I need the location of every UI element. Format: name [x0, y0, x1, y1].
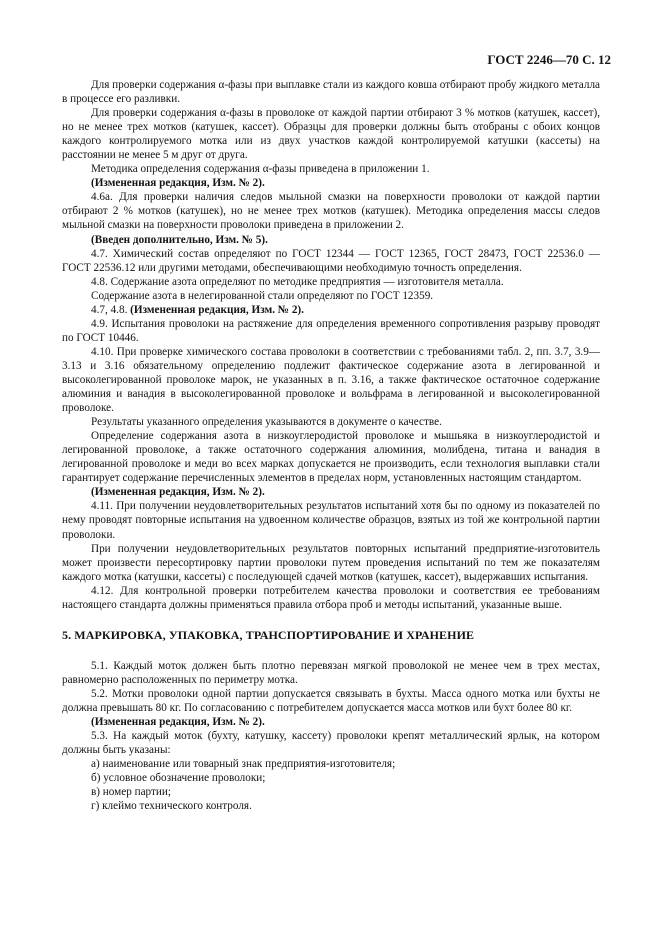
amendment-note: (Измененная редакция, Изм. № 2). [91, 716, 265, 729]
section-title: 5. МАРКИРОВКА, УПАКОВКА, ТРАНСПОРТИРОВАНИЕ И ХРАНЕНИЕ [62, 627, 475, 642]
paragraph: Для проверки содержания α-фазы в проволоке от каждой партии отбирают 3 % мотков (катушек, кассет), но не менее трех мотков (катушек, кассет). Образцы для проверки должны быть отобраны с обоих концов каждого контролируемого мотка или из двух участков каждой контролируемой катушки (кассеты) на расстоянии не менее 5 м друг от друга. [62, 107, 600, 162]
paragraph: Результаты указанного определения указываются в документе о качестве. [91, 416, 442, 429]
list-item: г) клеймо технического контроля. [91, 800, 252, 813]
paragraph: 4.11. При получении неудовлетворительных результатов испытаний хотя бы по одному из показателей по нему проводят повторные испытания на удвоенном количестве образцов, взятых из той же контрольной партии проволоки. [62, 500, 600, 541]
paragraph: 5.1. Каждый моток должен быть плотно перевязан мягкой проволокой не менее чем в трех местах, равномерно расположенных по периметру мотка. [62, 659, 600, 686]
paragraph: 4.7. Химический состав определяют по ГОСТ 12344 — ГОСТ 12365, ГОСТ 28473, ГОСТ 22536.0 — ГОСТ 22536.12 или другими методами, обеспечивающими необходимую точность определения. [62, 247, 600, 274]
amendment-note: (Измененная редакция, Изм. № 2). [91, 486, 265, 499]
list-item: а) наименование или товарный знак предприятия-изготовителя; [91, 758, 396, 771]
document-body [62, 78, 600, 813]
paragraph: 4.10. При проверке химического состава проволоки в соответствии с требованиями табл. 2, пп. 3.7, 3.9—3.13 и 3.16 обязательному определению подлежит фактическое содержание азота в легированной и высоколегированной проволоке марок, не указанных в п. 3.16, а также фактическое остаточное содержание алюминия и ванадия в высоколегированной проволоке и вольфрама в легированной и высоколегированной проволоке. [62, 345, 600, 415]
paragraph: При получении неудовлетворительных результатов повторных испытаний предприятие-изготовитель может произвести пересортировку партии проволоки путем проведения испытаний по тем же показателям каждого мотка (катушки, кассеты) с последующей сдачей мотков (катушек, кассет), выдержавших испытания. [62, 542, 600, 583]
list-item: б) условное обозначение проволоки; [91, 772, 266, 785]
amendment-bold: (Измененная редакция, Изм. № 2). [130, 303, 304, 316]
page-header: ГОСТ 2246—70 С. 12 [487, 52, 611, 67]
paragraph: 4.12. Для контрольной проверки потребителем качества проволоки и соответствия ее требованиям настоящего стандарта должны применяться правила отбора проб и методы испытаний, указанные выше. [62, 584, 600, 611]
amendment-note: (Введен дополнительно, Изм. № 5). [91, 233, 268, 246]
amendment-note: (Измененная редакция, Изм. № 2). [91, 177, 265, 190]
paragraph: Определение содержания азота в низкоуглеродистой проволоке и мышьяка в низкоуглеродистой и легированной проволоке, а также остаточного содержания алюминия, молибдена, титана и ванадия в легированной проволоке и меди во всех марках допускается не производить, если технология выплавки стали гарантирует содержание перечисленных элементов в пределах норм, установленных настоящим стандартом. [62, 430, 600, 485]
paragraph: 4.8. Содержание азота определяют по методике предприятия — изготовителя металла. [91, 275, 504, 288]
list-item: в) номер партии; [91, 786, 171, 799]
paragraph: 5.3. На каждый моток (бухту, катушку, кассету) проволоки крепят металлический ярлык, на котором должны быть указаны: [62, 730, 600, 757]
paragraph: 5.2. Мотки проволоки одной партии допускается связывать в бухты. Масса одного мотка или бухты не должна превышать 80 кг. По согласованию с потребителем допускается масса мотков или бухт более 80 кг. [62, 687, 600, 714]
paragraph: 4.9. Испытания проволоки на растяжение для определения временного сопротивления разрыву проводят по ГОСТ 10446. [62, 317, 600, 344]
amendment-note: 4.7, 4.8. (Измененная редакция, Изм. № 2). [91, 303, 304, 316]
paragraph: Для проверки содержания α-фазы при выплавке стали из каждого ковша отбирают пробу жидкого металла в процессе его разливки. [62, 79, 600, 106]
paragraph: Содержание азота в нелегированной стали определяют по ГОСТ 12359. [91, 289, 434, 302]
paragraph: 4.6а. Для проверки наличия следов мыльной смазки на поверхности проволоки от каждой партии отбирают 2 % мотков (катушек), но не менее трех мотков (катушек). Методика определения массы следов мыльной смазки на поверхности проволоки приведена в приложении 2. [62, 191, 600, 232]
paragraph: Методика определения содержания α-фазы приведена в приложении 1. [91, 163, 430, 176]
